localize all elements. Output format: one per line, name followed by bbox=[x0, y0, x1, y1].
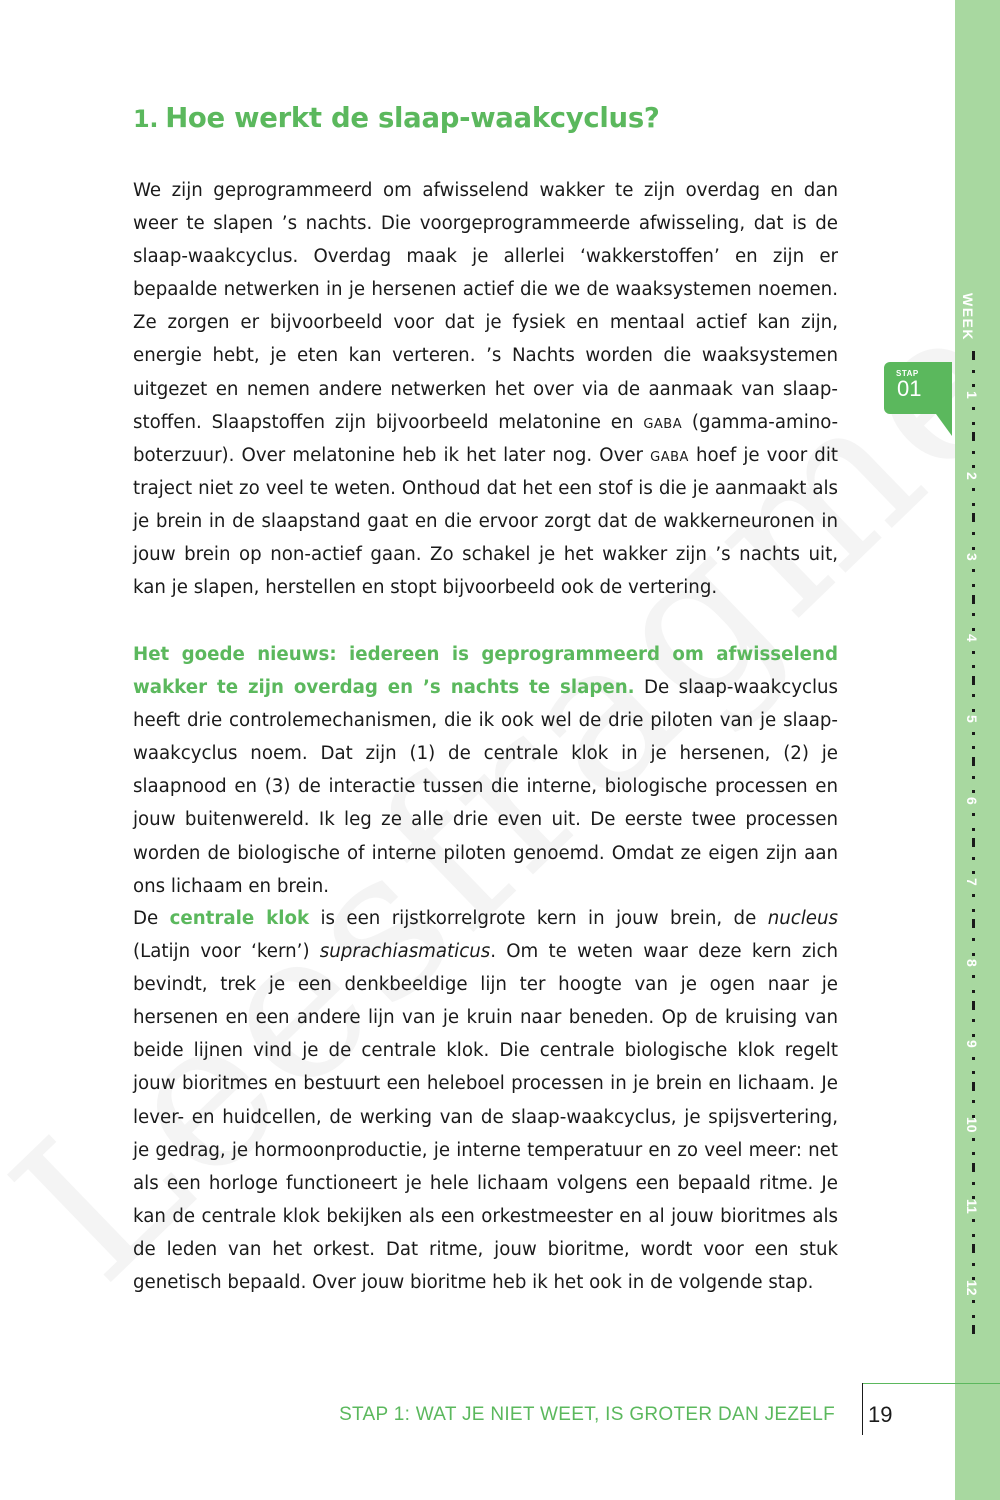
ruler-minor-tick bbox=[972, 1019, 975, 1022]
ruler-minor-tick bbox=[972, 776, 975, 779]
paragraph-3-text-a: is een rijstkorrelgrote kern in jouw brein, de bbox=[309, 908, 768, 929]
paragraph-1-text-c: hoef je voor dit traject niet zo veel te weten. Onthoud dat het een stof is die je aanmaakt als je brein in de slaapstand gaat en die ervoor zorgt dat de wakkerneuronen in jouw brein op non-actief gaan. Zo schakel je het wakker zijn ’s nachts uit, kan je slapen, herstellen en stopt bijvoorbeeld ook de vertering. bbox=[133, 444, 839, 599]
week-number-5: 5 bbox=[964, 715, 980, 724]
ruler-minor-tick bbox=[972, 569, 975, 572]
ruler-minor-tick bbox=[972, 990, 975, 993]
ruler-minor-tick bbox=[972, 532, 975, 535]
ruler-major-tick bbox=[972, 1082, 975, 1091]
gaba-abbr: gaba bbox=[650, 444, 689, 466]
paragraph-3-text-c: . Om te weten waar deze kern zich bevindt, trek je een denkbeeldige lijn ter hoogte van je ogen naar je hersenen en een andere lijn van je kruin naar beneden. Op de kruising van beide lijnen vind je de centrale klok. Die centrale biologische klok regelt jouw bioritmes en bestuurt een heleboel processen in je brein en lichaam. Je lever- en huidcellen, de werking van de slaap-waakcyclus, je spijsvertering, je gedrag, je hormoonproductie, je interne temperatuur en zo veel meer: net als een horloge functioneert je hele lichaam volgens een bepaald ritme. Je kan de centrale klok bekijken als een orkestmeester en al jouw bioritmes als de leden van het orkest. Dat ritme, jouw bioritme, wordt voor een stuk genetisch bepaald. Over jouw bioritme heb ik het ook in de volgende stap. bbox=[133, 941, 838, 1294]
highlight-centrale-klok: centrale klok bbox=[169, 908, 310, 929]
week-number-1: 1 bbox=[964, 390, 980, 399]
paragraph-3 bbox=[133, 902, 838, 1299]
ruler-minor-tick bbox=[972, 975, 975, 978]
ruler-minor-tick bbox=[972, 1138, 975, 1141]
ruler-major-tick bbox=[972, 1163, 975, 1172]
week-number-4: 4 bbox=[964, 634, 980, 642]
ruler-major-tick bbox=[972, 1244, 975, 1253]
ruler-major-tick bbox=[972, 919, 975, 928]
ruler-minor-tick bbox=[972, 694, 975, 697]
ruler-minor-tick bbox=[972, 1152, 975, 1155]
week-label: WEEK bbox=[960, 293, 976, 341]
footer-divider-horizontal bbox=[862, 1383, 1000, 1384]
ruler-minor-tick bbox=[972, 1057, 975, 1060]
stap-tab-number: 01 bbox=[897, 376, 922, 401]
ruler-minor-tick bbox=[972, 1034, 975, 1037]
ruler-minor-tick bbox=[972, 1263, 975, 1266]
term-suprachiasmaticus: suprachiasmaticus bbox=[319, 941, 491, 963]
term-nucleus: nucleus bbox=[767, 908, 839, 929]
week-number-7: 7 bbox=[964, 877, 980, 886]
section-number: 1. bbox=[133, 105, 159, 133]
ruler-minor-tick bbox=[972, 503, 975, 506]
ruler-minor-tick bbox=[972, 370, 975, 373]
ruler-minor-tick bbox=[972, 628, 975, 631]
ruler-minor-tick bbox=[972, 384, 975, 387]
paragraph-1-text-a: We zijn geprogrammeerd om afwisselend wakker te zijn overdag en dan weer te slapen ’s nachts. Die voorgeprogrammeerde afwisseling, dat is de slaap-waakcyclus. Overdag maak je allerlei ‘wakkerstoffen’ en zijn er bepaalde netwerken in je hersenen actief die we de waaksystemen noemen. Ze zorgen er bijvoorbeeld voor dat je fysiek en mentaal actief kan zijn, energie hebt, je eten kan verteren. ’s Nachts worden die waaksystemen uitgezet en nemen andere netwerken het over via de aanmaak van slaapstoffen. Slaapstoffen zijn bijvoorbeeld melatonine en bbox=[133, 180, 838, 433]
paragraph-3-text-b: (Latijn voor ‘kern’) bbox=[133, 941, 320, 963]
ruler-minor-tick bbox=[972, 813, 975, 816]
footer-divider-vertical bbox=[862, 1383, 863, 1435]
ruler-minor-tick bbox=[972, 451, 975, 454]
paragraph-2 bbox=[133, 638, 838, 903]
ruler-minor-tick bbox=[972, 828, 975, 831]
footer-chapter-title: STAP 1: WAT JE NIET WEET, IS GROTER DAN JEZELF bbox=[339, 1404, 835, 1425]
stap-tab bbox=[884, 362, 952, 414]
ruler-major-tick bbox=[972, 757, 975, 766]
ruler-minor-tick bbox=[972, 1100, 975, 1103]
ruler-major-tick bbox=[972, 432, 975, 441]
week-ruler bbox=[955, 0, 1000, 1500]
ruler-minor-tick bbox=[972, 894, 975, 897]
paragraph-1 bbox=[133, 174, 838, 604]
ruler-major-tick bbox=[972, 513, 975, 522]
ruler-minor-tick bbox=[972, 1219, 975, 1222]
paragraph-3-pre: De bbox=[133, 908, 170, 929]
week-number-10: 10 bbox=[964, 1117, 980, 1133]
ruler-minor-tick bbox=[972, 1315, 975, 1318]
ruler-minor-tick bbox=[972, 1300, 975, 1303]
week-number-12: 12 bbox=[964, 1279, 980, 1296]
ruler-minor-tick bbox=[972, 547, 975, 550]
ruler-minor-tick bbox=[972, 1071, 975, 1074]
ruler-minor-tick bbox=[972, 709, 975, 712]
page-number: 19 bbox=[868, 1402, 893, 1427]
ruler-minor-tick bbox=[972, 732, 975, 735]
ruler-minor-tick bbox=[972, 746, 975, 749]
ruler-major-tick bbox=[972, 595, 975, 604]
gaba-abbr: gaba bbox=[643, 411, 683, 433]
ruler-minor-tick bbox=[972, 651, 975, 654]
paragraph-1-text-b: (gamma-aminoboterzuur). Over melatonine heb ik het later nog. Over bbox=[133, 411, 839, 466]
ruler-minor-tick bbox=[972, 790, 975, 793]
ruler-minor-tick bbox=[972, 1234, 975, 1237]
highlight-good-news: Het goede nieuws: iedereen is geprogrammeerd om afwisselend wakker te zijn overdag en ’s nachts te slapen. bbox=[133, 644, 838, 699]
ruler-minor-tick bbox=[972, 857, 975, 860]
week-number-9: 9 bbox=[964, 1040, 980, 1048]
ruler-major-tick bbox=[972, 351, 975, 360]
section-heading bbox=[133, 102, 660, 134]
section-title: Hoe werkt de slaap-waakcyclus? bbox=[165, 102, 660, 134]
week-number-11: 11 bbox=[964, 1198, 980, 1214]
week-number-8: 8 bbox=[964, 959, 980, 967]
ruler-minor-tick bbox=[972, 488, 975, 491]
stap-tab-label: STAP bbox=[896, 369, 919, 378]
week-number-6: 6 bbox=[964, 796, 980, 805]
ruler-minor-tick bbox=[972, 1182, 975, 1185]
ruler-minor-tick bbox=[972, 422, 975, 425]
ruler-minor-tick bbox=[972, 953, 975, 956]
ruler-major-tick bbox=[972, 1001, 975, 1010]
ruler-minor-tick bbox=[972, 465, 975, 468]
ruler-major-tick bbox=[972, 838, 975, 847]
ruler-minor-tick bbox=[972, 407, 975, 410]
ruler-minor-tick bbox=[972, 938, 975, 941]
ruler-major-tick bbox=[972, 676, 975, 685]
week-number-3: 3 bbox=[964, 553, 980, 561]
ruler-major-tick bbox=[972, 1325, 975, 1334]
week-number-2: 2 bbox=[964, 471, 980, 480]
ruler-minor-tick bbox=[972, 909, 975, 912]
ruler-minor-tick bbox=[972, 613, 975, 616]
paragraph-2-text: De slaap-waakcyclus heeft drie controlemechanismen, die ik ook wel de drie piloten van je slaap-waakcyclus noem. Dat zijn (1) de centrale klok in je hersenen, (2) je slaapnood en (3) de interactie tussen die interne, biologische processen en jouw buitenwereld. Ik leg ze alle drie even uit. De eerste twee processen worden de biologische of interne piloten genoemd. Omdat ze eigen zijn aan ons lichaam en brein. bbox=[133, 677, 839, 897]
ruler-minor-tick bbox=[972, 584, 975, 587]
ruler-minor-tick bbox=[972, 871, 975, 874]
ruler-minor-tick bbox=[972, 665, 975, 668]
